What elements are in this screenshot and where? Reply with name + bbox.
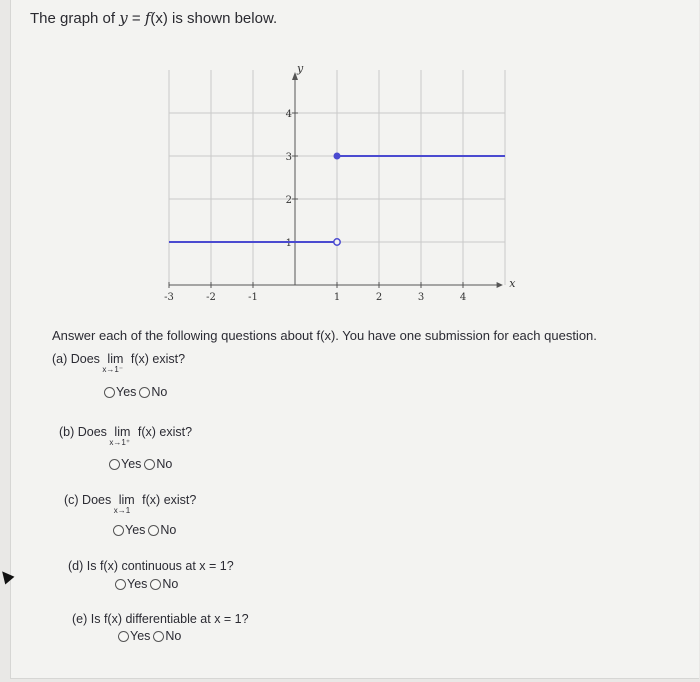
radio-icon xyxy=(144,459,155,470)
x-tick-label: 4 xyxy=(459,292,467,303)
radio-icon xyxy=(109,459,120,470)
question-a-options xyxy=(104,385,167,399)
x-tick-label: -2 xyxy=(206,292,216,303)
function-graph xyxy=(160,42,520,312)
y-tick-label: 1 xyxy=(285,238,292,249)
radio-icon xyxy=(113,525,124,536)
question-b-no-radio[interactable]: No xyxy=(144,457,172,471)
radio-icon xyxy=(139,387,150,398)
question-d: (d) Is f(x) continuous at x = 1? xyxy=(68,559,234,573)
y-tick-label: 4 xyxy=(285,109,292,120)
y-tick-label: 3 xyxy=(285,152,292,163)
closed-endpoint xyxy=(334,153,341,160)
limit-subscript: x→1 xyxy=(113,506,131,515)
question-a-no-radio[interactable]: No xyxy=(139,385,167,399)
limit-subscript: x→1⁺ xyxy=(109,438,131,447)
question-b-options xyxy=(109,457,172,471)
radio-icon xyxy=(153,631,164,642)
question-c-options xyxy=(113,523,176,537)
question-e-yes-radio[interactable]: Yes xyxy=(118,629,150,643)
question-e-options xyxy=(118,629,181,643)
question-b: (b) Does lim x→1⁺ f(x) exist? xyxy=(59,425,193,447)
question-c: (c) Does lim x→1 f(x) exist? xyxy=(64,493,197,515)
x-tick-label: 3 xyxy=(417,292,425,303)
question-d-options xyxy=(115,577,178,591)
x-tick-label: -3 xyxy=(164,292,174,303)
limit-subscript: x→1⁻ xyxy=(102,365,124,374)
radio-icon xyxy=(148,525,159,536)
x-axis-arrow xyxy=(497,282,503,288)
question-d-yes-radio[interactable]: Yes xyxy=(115,577,147,591)
radio-icon xyxy=(104,387,115,398)
question-d-no-radio[interactable]: No xyxy=(150,577,178,591)
x-tick-label: 1 xyxy=(333,292,341,303)
question-c-yes-radio[interactable]: Yes xyxy=(113,523,145,537)
x-tick-label: 2 xyxy=(375,292,383,303)
instructions-text: Answer each of the following questions about f(x). You have one submission for each question. xyxy=(52,328,597,343)
question-a: (a) Does lim x→1⁻ f(x) exist? xyxy=(52,352,186,374)
y-axis-label: y xyxy=(297,62,304,75)
question-e: (e) Is f(x) differentiable at x = 1? xyxy=(72,612,249,626)
radio-icon xyxy=(115,579,126,590)
question-e-no-radio[interactable]: No xyxy=(153,629,181,643)
x-tick-label: -1 xyxy=(248,292,258,303)
open-endpoint xyxy=(334,239,340,245)
y-tick-label: 2 xyxy=(285,195,292,206)
question-c-no-radio[interactable]: No xyxy=(148,523,176,537)
radio-icon xyxy=(118,631,129,642)
problem-statement: The graph of y = f(x) is shown below. xyxy=(30,9,278,27)
question-a-yes-radio[interactable]: Yes xyxy=(104,385,136,399)
question-b-yes-radio[interactable]: Yes xyxy=(109,457,141,471)
x-axis-label: x xyxy=(509,277,516,290)
radio-icon xyxy=(150,579,161,590)
